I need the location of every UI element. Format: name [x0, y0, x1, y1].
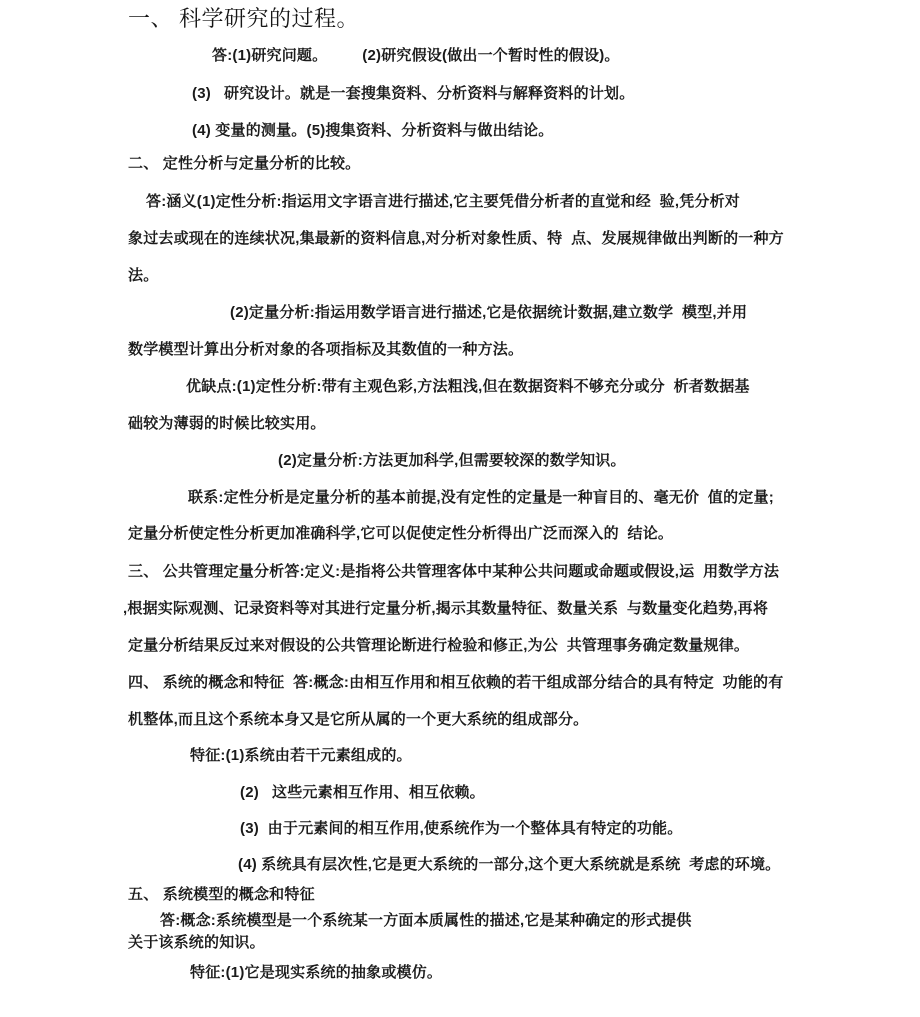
section-5-answer-line-2: 关于该系统的知识。 [128, 934, 265, 951]
section-3-body-line-3: 定量分析结果反过来对假设的公共管理论断进行检验和修正,为公 共管理事务确定数量规律。 [128, 637, 750, 654]
section-2-answer-line-4: (2)定量分析:指运用数学语言进行描述,它是依据统计数据,建立数学 模型,并用 [230, 304, 748, 321]
section-3-heading-line-1: 三、 公共管理定量分析答:定义:是指将公共管理客体中某种公共问题或命题或假设,运 用数学方法 [128, 563, 780, 580]
section-4-feature-line-2: (2) 这些元素相互作用、相互依赖。 [240, 784, 485, 801]
section-1-answer-line-2: (3) 研究设计。就是一套搜集资料、分析资料与解释资料的计划。 [192, 85, 635, 102]
section-2-pros-line-2: 础较为薄弱的时候比较实用。 [128, 415, 326, 432]
section-4-feature-line-3: (3) 由于元素间的相互作用,使系统作为一个整体具有特定的功能。 [240, 820, 683, 837]
section-2-relation-line-1: 联系:定性分析是定量分析的基本前提,没有定性的定量是一种盲目的、毫无价 值的定量; [188, 489, 774, 506]
section-2-answer-line-3: 法。 [128, 267, 159, 284]
section-2-answer-line-5: 数学模型计算出分析对象的各项指标及其数值的一种方法。 [128, 341, 524, 358]
section-4-feature-line-4: (4) 系统具有层次性,它是更大系统的一部分,这个更大系统就是系统 考虑的环境。 [238, 856, 781, 873]
section-1-answer-line-1: 答:(1)研究问题。 (2)研究假设(做出一个暂时性的假设)。 [212, 47, 620, 64]
section-2-answer-line-1: 答:涵义(1)定性分析:指运用文字语言进行描述,它主要凭借分析者的直觉和经 验,凭分析对 [146, 193, 740, 210]
section-1-answer-line-3: (4) 变量的测量。(5)搜集资料、分析资料与做出结论。 [192, 122, 554, 139]
section-3-body-line-2: ,根据实际观测、记录资料等对其进行定量分析,揭示其数量特征、数量关系 与数量变化趋势,再将 [123, 600, 769, 617]
section-5-heading: 五、 系统模型的概念和特征 [128, 886, 315, 903]
section-2-pros-line-3: (2)定量分析:方法更加科学,但需要较深的数学知识。 [278, 452, 626, 469]
section-1-heading: 一、 科学研究的过程。 [128, 6, 360, 31]
section-4-body-line-2: 机整体,而且这个系统本身又是它所从属的一个更大系统的组成部分。 [128, 711, 589, 728]
section-5-feature-line-1: 特征:(1)它是现实系统的抽象或模仿。 [190, 964, 443, 981]
section-4-feature-line-1: 特征:(1)系统由若干元素组成的。 [190, 747, 412, 764]
section-2-pros-line-1: 优缺点:(1)定性分析:带有主观色彩,方法粗浅,但在数据资料不够充分或分 析者数据基 [186, 378, 750, 395]
section-2-heading: 二、 定性分析与定量分析的比较。 [128, 155, 361, 172]
section-4-heading-line-1: 四、 系统的概念和特征 答:概念:由相互作用和相互依赖的若干组成部分结合的具有特定 功能的有 [128, 674, 784, 691]
section-2-answer-line-2: 象过去或现在的连续状况,集最新的资料信息,对分析对象性质、特 点、发展规律做出判断的一种方 [128, 230, 784, 247]
section-2-relation-line-2: 定量分析使定性分析更加准确科学,它可以促使定性分析得出广泛而深入的 结论。 [128, 525, 674, 542]
section-5-answer-line-1: 答:概念:系统模型是一个系统某一方面本质属性的描述,它是某种确定的形式提供 [160, 912, 692, 929]
